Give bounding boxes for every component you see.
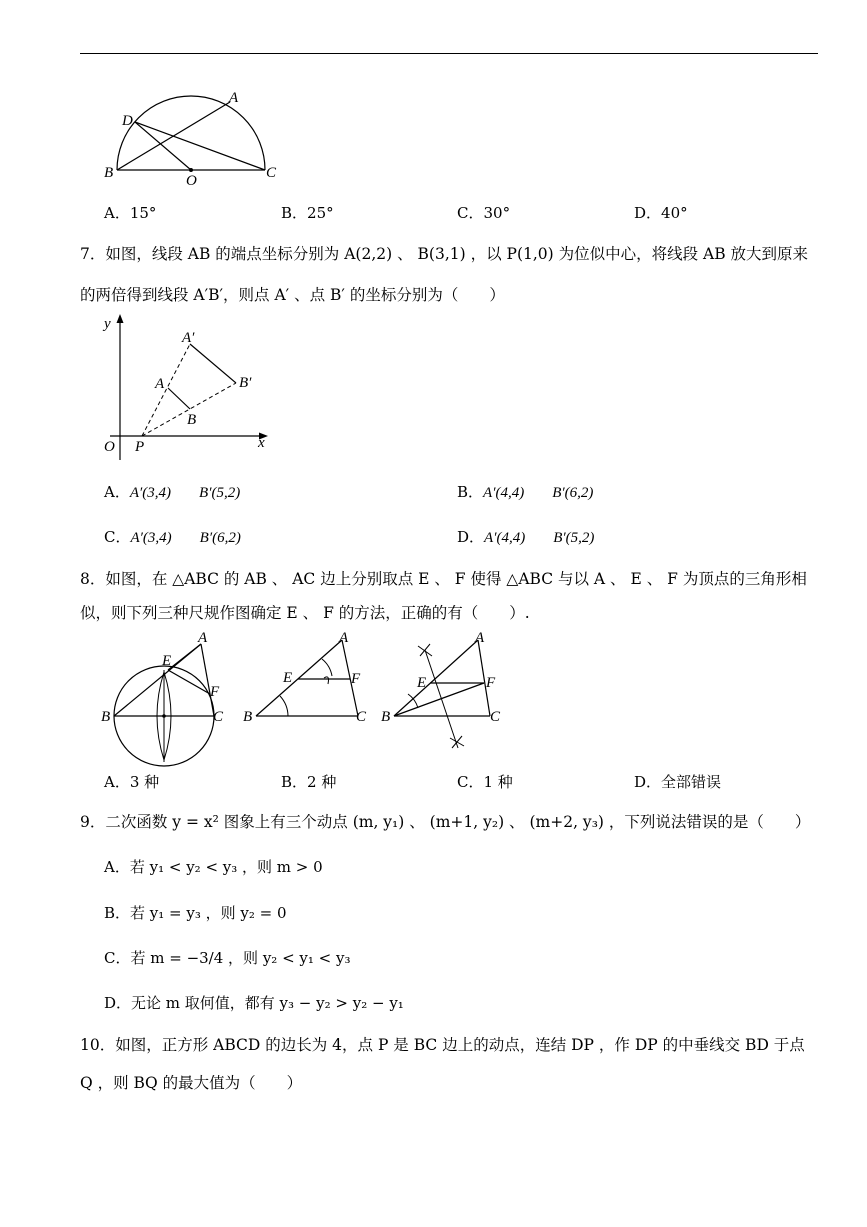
q9-option-d: D．无论 m 取何值，都有 y₃ − y₂ > y₂ − y₁ (104, 994, 404, 1012)
q7-option-a: A．A′(3,4) B′(5,2) (104, 483, 241, 501)
q7-option-b: B．A′(4,4) B′(6,2) (457, 483, 594, 501)
q8-question-line2: 似，则下列三种尺规作图确定 E 、 F 的方法，正确的有（ ）. (80, 604, 530, 622)
q7-question-line1: 7．如图，线段 AB 的端点坐标分别为 A(2,2) 、 B(3,1) ，以 P(1,0) 为位似中心，将线段 AB 放大到原来 (80, 245, 809, 263)
q8-fig1-label-E: E (162, 653, 172, 669)
q8-fig1-label-C: C (213, 709, 224, 725)
q8-figure-1-circle (98, 628, 238, 768)
q8-fig3-label-B: B (381, 709, 391, 725)
q6-label-D: D (122, 113, 133, 129)
q7-label-A-prime: A′ (182, 330, 195, 346)
q9-option-c: C．若 m = −3/4 ，则 y₂ < y₁ < y₃ (104, 949, 351, 967)
q7-label-x: x (258, 435, 265, 451)
q7-label-B: B (187, 412, 197, 428)
q8-fig1-label-B: B (101, 709, 111, 725)
q10-question-line1: 10．如图，正方形 ABCD 的边长为 4，点 P 是 BC 边上的动点，连结 DP ，作 DP 的中垂线交 BD 于点 (80, 1036, 805, 1054)
q6-label-A: A (229, 90, 239, 106)
q6-label-O: O (186, 173, 197, 188)
q8-option-a: A．3 种 (104, 773, 160, 791)
q6-label-B: B (104, 165, 114, 181)
header-rule (80, 53, 818, 54)
q6-option-c: C．30° (457, 204, 511, 222)
q8-fig3-label-E: E (417, 675, 427, 691)
q8-question-line1: 8．如图，在 △ABC 的 AB 、 AC 边上分别取点 E 、 F 使得 △ABC 与以 A 、 E 、 F 为顶点的三角形相 (80, 570, 807, 588)
q7-option-c: C．A′(3,4) B′(6,2) (104, 528, 241, 546)
q8-fig3-label-F: F (486, 675, 496, 691)
q8-fig2-label-A: A (339, 630, 349, 646)
q7-label-P: P (135, 439, 145, 455)
q7-label-A: A (155, 376, 165, 392)
q9-option-a: A．若 y₁ < y₂ < y₃ ，则 m > 0 (104, 858, 323, 876)
q8-fig2-label-C: C (356, 709, 367, 725)
q10-question-line2: Q ，则 BQ 的最大值为（ ） (80, 1074, 303, 1092)
q9-question-line1: 9．二次函数 y = x² 图象上有三个动点 (m, y₁) 、 (m+1, y₂) 、 (m+2, y₃) ，下列说法错误的是（ ） (80, 813, 811, 831)
q8-option-c: C．1 种 (457, 773, 513, 791)
q6-option-d: D．40° (634, 204, 688, 222)
q8-fig2-label-B: B (243, 709, 253, 725)
q7-label-B-prime: B′ (239, 375, 252, 391)
q7-question-line2: 的两倍得到线段 A′B′，则点 A′ 、点 B′ 的坐标分别为（ ） (80, 286, 505, 304)
q8-option-d: D．全部错误 (634, 773, 722, 791)
q8-fig1-label-F: F (210, 684, 220, 700)
q8-fig2-label-F: F (351, 671, 361, 687)
q8-figure-2-angle (240, 628, 380, 738)
q7-label-O: O (104, 439, 115, 455)
q6-option-b: B．25° (281, 204, 334, 222)
q8-option-b: B．2 种 (281, 773, 337, 791)
q7-label-y: y (104, 316, 111, 332)
q8-fig1-label-A: A (198, 630, 208, 646)
q8-fig2-label-E: E (283, 670, 293, 686)
q8-fig3-label-A: A (475, 630, 485, 646)
q8-figure-3-bisector (378, 628, 518, 758)
q6-semicircle-figure (95, 88, 295, 188)
q7-option-d: D．A′(4,4) B′(5,2) (457, 528, 595, 546)
q6-label-C: C (266, 165, 277, 181)
q9-option-b: B．若 y₁ = y₃ ，则 y₂ = 0 (104, 904, 287, 922)
q6-option-a: A．15° (104, 204, 157, 222)
q8-fig3-label-C: C (490, 709, 501, 725)
q7-coordinate-figure (98, 312, 278, 462)
